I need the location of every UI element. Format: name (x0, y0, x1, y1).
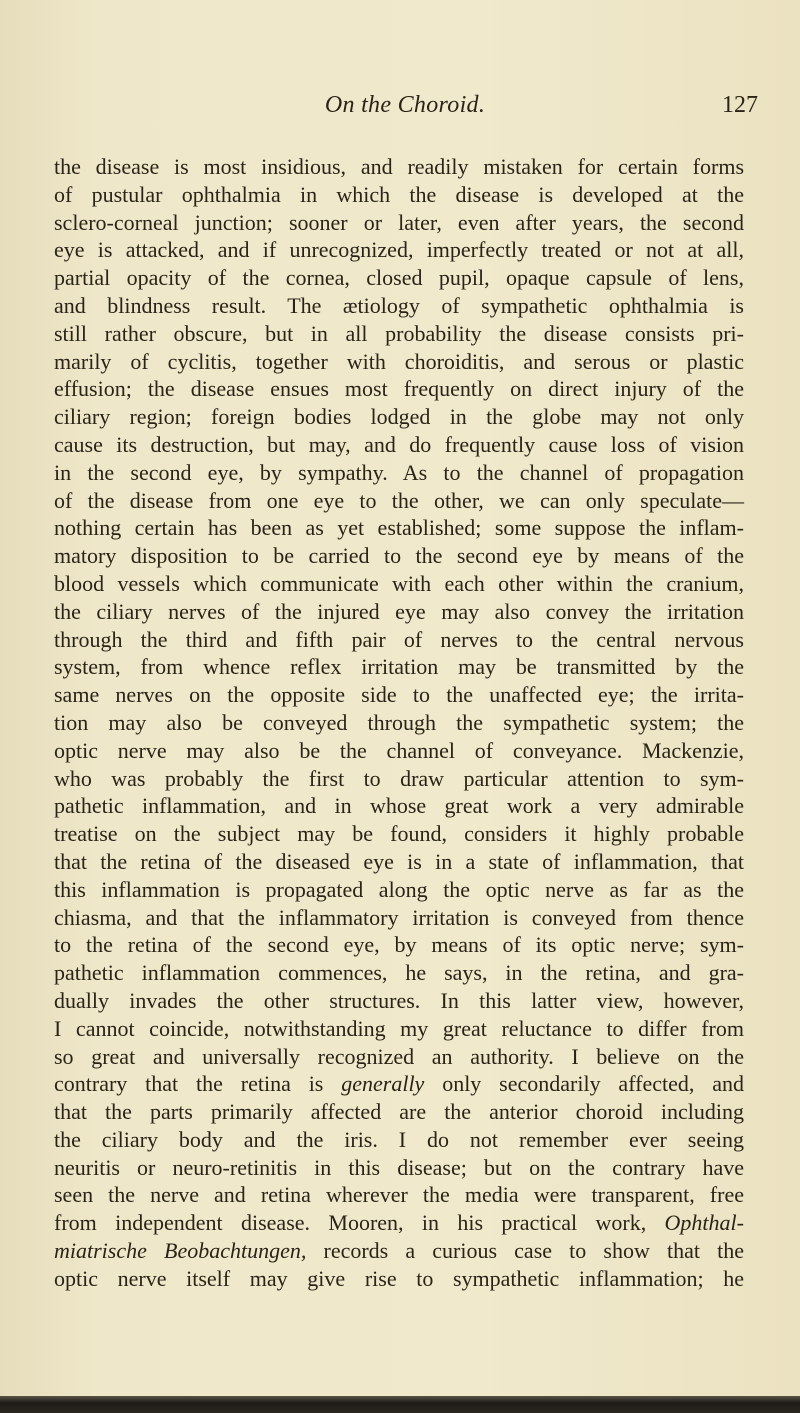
text-line: dually invades the other structures. In this latter view, however, (54, 987, 744, 1013)
text-segment: from independent disease. Mooren, in his practical work, (54, 1210, 665, 1236)
text-line: effusion; the disease ensues most frequently on direct injury of the (54, 376, 744, 402)
italic-title: miatrische Beobachtungen, (54, 1238, 307, 1264)
text-line: cause its destruction, but may, and do frequently cause loss of vision (54, 431, 744, 457)
running-head (0, 92, 800, 126)
text-line: of pustular ophthalmia in which the disease is developed at the (54, 181, 744, 207)
text-line: in the second eye, by sympathy. As to the channel of propagation (54, 459, 744, 485)
text-line: matory disposition to be carried to the second eye by means of the (54, 543, 744, 569)
page-number: 127 (722, 92, 758, 118)
text-line: sclero-corneal junction; sooner or later, even after years, the second (54, 209, 744, 235)
text-line: that the retina of the diseased eye is in a state of inflammation, that (54, 848, 744, 874)
text-line: this inflammation is propagated along the optic nerve as far as the (54, 876, 744, 902)
text-line: seen the nerve and retina wherever the media were transparent, free (54, 1182, 744, 1208)
text-line: the ciliary body and the iris. I do not remember ever seeing (54, 1126, 744, 1152)
text-line: ciliary region; foreign bodies lodged in the globe may not only (54, 404, 744, 430)
scan-edge-shadow (0, 1396, 800, 1413)
text-line: so great and universally recognized an authority. I believe on the (54, 1043, 744, 1069)
italic-title: Ophthal- (664, 1210, 744, 1236)
text-line: through the third and fifth pair of nerves to the central nervous (54, 626, 744, 652)
text-line-with-italic (54, 1070, 744, 1098)
running-title: On the Choroid. (324, 92, 486, 118)
text-line: system, from whence reflex irritation may be transmitted by the (54, 654, 744, 680)
text-line: optic nerve itself may give rise to sympathetic inflammation; he (54, 1265, 744, 1291)
text-line: the ciliary nerves of the injured eye may also convey the irritation (54, 598, 744, 624)
text-line: of the disease from one eye to the other, we can only speculate— (54, 487, 744, 513)
text-line: still rather obscure, but in all probability the disease consists pri- (54, 320, 744, 346)
text-line: treatise on the subject may be found, considers it highly probable (54, 821, 744, 847)
text-segment: only secondarily affected, and (424, 1071, 744, 1097)
text-segment: records a curious case to show that the (306, 1238, 744, 1264)
body-text (54, 153, 744, 1293)
text-line: who was probably the first to draw particular attention to sym- (54, 765, 744, 791)
text-line: same nerves on the opposite side to the unaffected eye; the irrita- (54, 682, 744, 708)
text-line: and blindness result. The ætiology of sympathetic ophthalmia is (54, 292, 744, 318)
text-line: to the retina of the second eye, by means of its optic nerve; sym- (54, 932, 744, 958)
italic-word: generally (341, 1071, 425, 1097)
text-line: nothing certain has been as yet established; some suppose the inflam- (54, 515, 744, 541)
text-line: marily of cyclitis, together with choroiditis, and serous or plastic (54, 348, 744, 374)
text-line: pathetic inflammation, and in whose great work a very admirable (54, 793, 744, 819)
text-line: pathetic inflammation commences, he says, in the retina, and gra- (54, 960, 744, 986)
text-line: I cannot coincide, notwithstanding my great reluctance to differ from (54, 1015, 744, 1041)
text-line-with-italic (54, 1237, 744, 1265)
text-line: that the parts primarily affected are the anterior choroid including (54, 1099, 744, 1125)
text-line: eye is attacked, and if unrecognized, imperfectly treated or not at all, (54, 237, 744, 263)
text-line: neuritis or neuro-retinitis in this disease; but on the contrary have (54, 1154, 744, 1180)
text-line: chiasma, and that the inflammatory irritation is conveyed from thence (54, 904, 744, 930)
text-segment: contrary that the retina is (54, 1071, 342, 1097)
text-line: blood vessels which communicate with each other within the cranium, (54, 570, 744, 596)
text-line: the disease is most insidious, and readily mistaken for certain forms (54, 154, 744, 179)
text-line: partial opacity of the cornea, closed pupil, opaque capsule of lens, (54, 265, 744, 291)
text-line: optic nerve may also be the channel of conveyance. Mackenzie, (54, 737, 744, 763)
text-line-with-italic (54, 1209, 744, 1237)
text-line: tion may also be conveyed through the sympathetic system; the (54, 709, 744, 735)
